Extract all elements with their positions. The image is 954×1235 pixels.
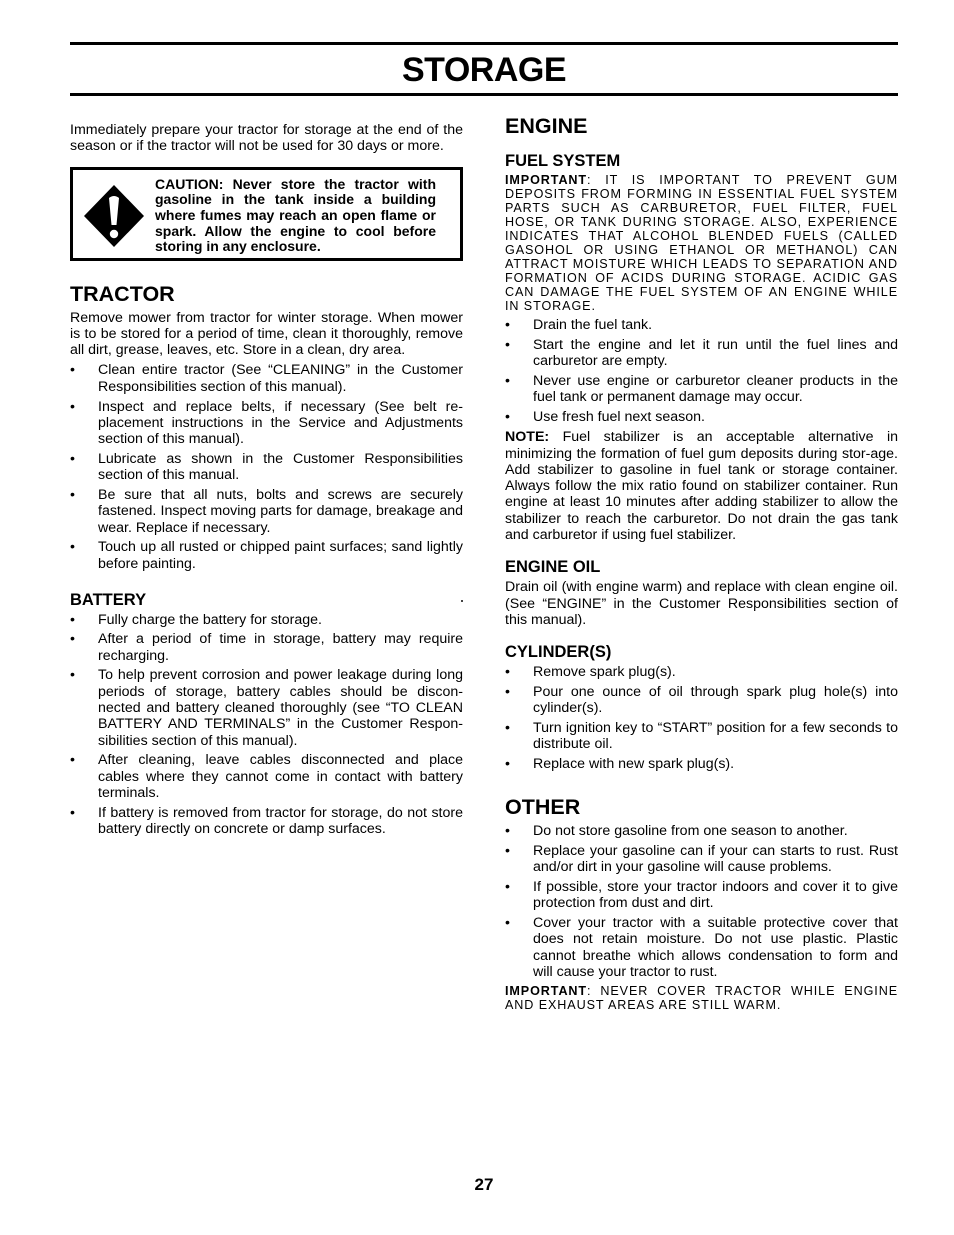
list-item: • Use fresh fuel next season.: [505, 408, 705, 425]
tractor-body: Remove mower from tractor for winter storage. When mower is to be stored for a period of time, clean it thoroughly, remove all dirt, grease, leaves, etc. Store in a clean, dry area.: [70, 309, 463, 359]
list-item: • Drain the fuel tank.: [505, 317, 653, 333]
list-item: • Cover your tractor with a suitable protective cover that does not retain moisture. Do not use plastic. Plastic cannot breathe which allows condensation to form and will cause your tractor to rust.: [505, 915, 898, 980]
fuel-list: [505, 317, 898, 425]
list-item: • Pour one ounce of oil through spark plug hole(s) into cylinder(s).: [505, 684, 898, 717]
tractor-heading: TRACTOR: [70, 281, 175, 306]
other-list: [505, 823, 898, 980]
list-item: • Remove spark plug(s).: [505, 664, 676, 681]
title-rule-bottom: [70, 93, 898, 96]
battery-heading: BATTERY: [70, 590, 147, 609]
left-column: [70, 122, 463, 841]
list-item: • After cleaning, leave cables disconnected and place cables where they cannot come in contact with battery terminals.: [70, 752, 463, 802]
list-item: • Inspect and replace belts, if necessary (See belt re-placement instructions in the Service and Adjustments section of this manual).: [70, 398, 463, 448]
list-item: • Touch up all rusted or chipped paint surfaces; sand lightly before painting.: [70, 539, 463, 572]
list-item: • Be sure that all nuts, bolts and screws are securely fastened. Inspect moving parts for damage, breakage and wear. Replace if necessary.: [70, 487, 463, 536]
caution-text: CAUTION: Never store the tractor with gasoline in the tank inside a building where fumes may reach an open flame or spark. Allow the engine to cool before storing in any enclosure.: [155, 175, 436, 255]
cylinders-heading: CYLINDER(S): [505, 643, 612, 662]
list-item: • Turn ignition key to “START” position for a few seconds to distribute oil.: [505, 720, 898, 753]
list-item: • After a period of time in storage, battery may require recharging.: [70, 631, 463, 664]
list-item: • Do not store gasoline from one season to another.: [505, 823, 848, 840]
battery-list: [70, 612, 463, 838]
caution-box: [70, 167, 463, 261]
list-item: • Never use engine or carburetor cleaner products in the fuel tank or permanent damage may occur.: [505, 372, 898, 406]
list-item: • Clean entire tractor (See “CLEANING” in the Customer Responsibilities section of this manual).: [70, 362, 463, 395]
important-label: IMPORTANT: [505, 983, 588, 998]
list-item: • To help prevent corrosion and power leakage during long periods of storage, battery cables should be discon-nected and battery cleaned thoroughly (see “TO CLEAN BATTERY AND TERMINALS” in the Customer Respon-sibilities section of this manual).: [70, 667, 463, 749]
page-title: STORAGE: [401, 51, 566, 89]
engine-oil-heading: ENGINE OIL: [505, 558, 601, 577]
list-item: • If battery is removed from tractor for storage, do not store battery directly on concrete or damp surfaces.: [70, 804, 463, 838]
engine-heading: ENGINE: [505, 114, 588, 138]
important-label: IMPORTANT: [505, 173, 588, 187]
other-heading: OTHER: [505, 795, 581, 820]
warning-icon: [82, 183, 146, 249]
list-item: • Lubricate as shown in the Customer Responsibilities section of this manual.: [70, 450, 463, 484]
right-column: [505, 113, 898, 1012]
title-rule-top: [70, 42, 898, 45]
note-paragraph: NOTE: Fuel stabilizer is an acceptable alternative in minimizing the formation of fuel gum deposits during stor-age. Add stabilizer to gasoline in fuel tank or storage container. Always follow the mix ratio found on stabilizer container. Run engine at least 10 minutes after adding stabilizer to allow the stabilizer to reach the carburetor. Do not drain the gas tank and carburetor if using fuel stabilizer.: [505, 429, 898, 544]
other-important-paragraph: IMPORTANT: NEVER COVER TRACTOR WHILE ENGINE AND EXHAUST AREAS ARE STILL WARM.: [505, 983, 898, 1012]
tractor-list: [70, 362, 463, 572]
engine-oil-text: Drain oil (with engine warm) and replace with clean engine oil. (See “ENGINE” in the Customer Responsibilities section of this manual).: [505, 579, 898, 628]
note-label: NOTE:: [505, 429, 550, 446]
list-item: • Fully charge the battery for storage.: [70, 611, 322, 628]
stray-dot: [461, 600, 463, 602]
page-number: 27: [474, 1175, 494, 1194]
fuel-system-heading: FUEL SYSTEM: [505, 152, 621, 170]
list-item: • Replace your gasoline can if your can starts to rust. Rust and/or dirt in your gasoline will cause problems.: [505, 842, 898, 876]
intro-paragraph: Immediately prepare your tractor for storage at the end of the season or if the tractor will not be used for 30 days or more.: [70, 122, 463, 155]
fuel-important-paragraph: IMPORTANT: IT IS IMPORTANT TO PREVENT GUM DEPOSITS FROM FORMING IN ESSENTIAL FUEL SYSTEM PARTS SUCH AS CARBURETOR, FUEL FILTER, FUEL HOSE, OR TANK DURING STORAGE. ALSO, EXPERIENCE INDICATES THAT ALCOHOL BLENDED FUELS (CALLED GASOHOL OR USING ETHANOL OR METHANOL) CAN ATTRACT MOISTURE WHICH LEADS TO SEPARATION AND FORMATION OF ACIDS DURING STORAGE. ACIDIC GAS CAN DAMAGE THE FUEL SYSTEM OF AN ENGINE WHILE IN STORAGE.: [505, 173, 898, 313]
list-item: • If possible, store your tractor indoors and cover it to give protection from dust and dirt.: [505, 878, 898, 912]
cylinders-list: [505, 664, 898, 772]
list-item: • Start the engine and let it run until the fuel lines and carburetor are empty.: [505, 336, 898, 370]
list-item: • Replace with new spark plug(s).: [505, 756, 735, 773]
